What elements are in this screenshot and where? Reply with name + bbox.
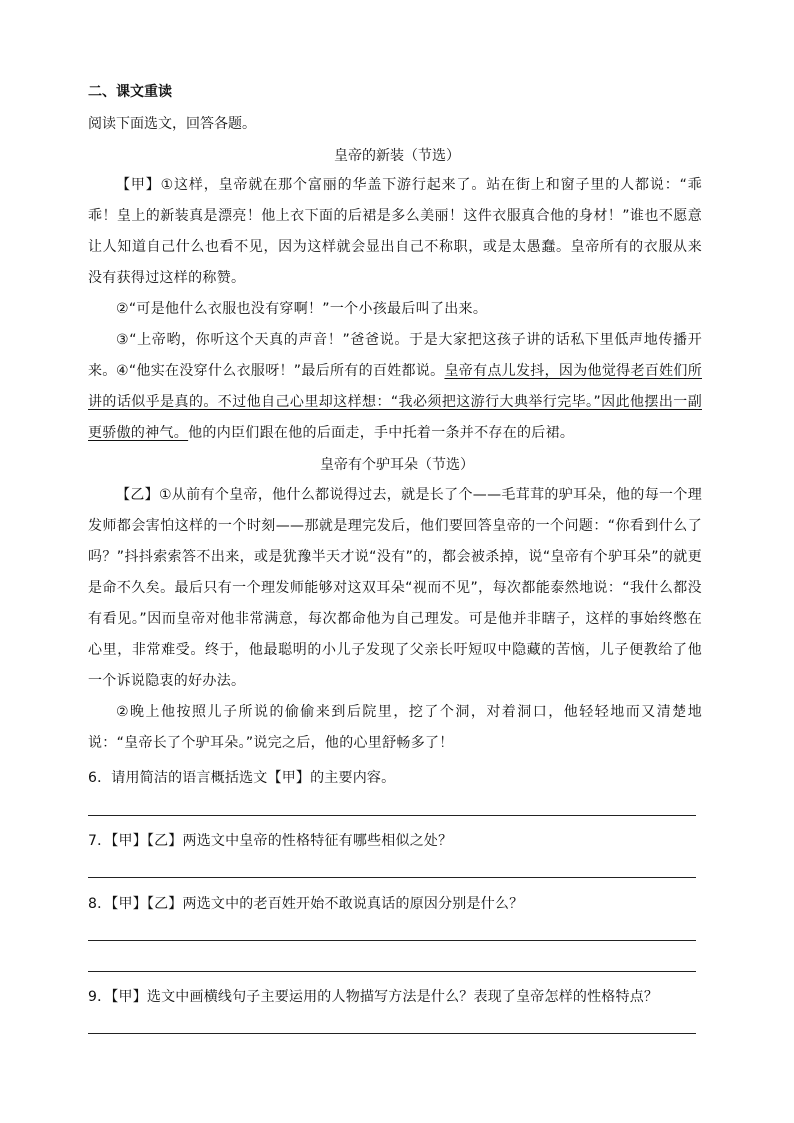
passage-a-paragraph-2: ②“可是他什么衣服也没有穿啊！”一个小孩最后叫了出来。 bbox=[116, 301, 488, 317]
question-7: 7．【甲】【乙】两选文中皇帝的性格特征有哪些相似之处？ bbox=[88, 833, 453, 849]
passage-b-title: 皇帝有个驴耳朵（节选） bbox=[320, 457, 474, 473]
answer-line-q7[interactable] bbox=[88, 877, 696, 878]
question-6: 6．请用简洁的语言概括选文【甲】的主要内容。 bbox=[88, 770, 396, 786]
answer-line-q8-2[interactable] bbox=[88, 971, 696, 972]
underlined-sentence: 皇帝有点儿发抖，因为他觉得老百姓们所讲的话似乎是真的。不过他自己心里却这样想：“我必须把这游行大典举行完毕。”因此他摆出一副更骄傲的神气。 bbox=[88, 363, 702, 441]
p4-plain-end: 他的内臣们跟在他的后面走，手中托着一条并不存在的后裙。 bbox=[188, 425, 575, 441]
passage-a-paragraph-3: ③“上帝哟，你听这个天真的声音！”爸爸说。于是大家把这孩子讲的话私下里低声地传播开来。 bbox=[88, 332, 702, 379]
answer-line-q9[interactable] bbox=[88, 1033, 696, 1034]
passage-b-paragraph-2: ②晚上他按照儿子所说的偷偷来到后院里，挖了个洞，对着洞口，他轻轻地而又清楚地说：“皇帝长了个驴耳朵。”说完之后，他的心里舒畅多了！ bbox=[88, 704, 702, 751]
section-heading: 二、课文重读 bbox=[88, 84, 172, 100]
answer-line-q8-1[interactable] bbox=[88, 940, 696, 941]
p4-plain-start: ④“他实在没穿什么衣服呀！”最后所有的百姓都说。 bbox=[116, 363, 445, 379]
instructions: 阅读下面选文，回答各题。 bbox=[88, 116, 256, 132]
question-9: 9．【甲】选文中画横线句子主要运用的人物描写方法是什么？表现了皇帝怎样的性格特点？ bbox=[88, 989, 659, 1005]
passage-a-title: 皇帝的新装（节选） bbox=[334, 148, 460, 164]
question-8: 8．【甲】【乙】两选文中的老百姓开始不敢说真话的原因分别是什么？ bbox=[88, 896, 524, 912]
passage-b-paragraph-1: 【乙】①从前有个皇帝，他什么都说得过去，就是长了个——毛茸茸的驴耳朵，他的每一个理发师都会害怕这样的一个时刻——那就是理完发后，他们要回答皇帝的一个问题：“你看到什么了吗？”抖抖索索答不出来，或是犹豫半天才说“没有”的，都会被杀掉，说“皇帝有个驴耳朵”的就更是命不久矣。最后只有一个理发师能够对这双耳朵“视而不见”，每次都能泰然地说：“我什么都没有看见。”因而皇帝对他非常满意，每次都命他为自己理发。可是他并非瞎子，这样的事始终憋在心里，非常难受。终于，他最聪明的小儿子发现了父亲长吁短叹中隐藏的苦恼，儿子便教给了他一个诉说隐衷的好办法。 bbox=[88, 487, 702, 689]
answer-line-q6[interactable] bbox=[88, 815, 696, 816]
passage-a-paragraph-4 bbox=[88, 356, 702, 449]
passage-a-paragraph-1: 【甲】①这样，皇帝就在那个富丽的华盖下游行起来了。站在街上和窗子里的人都说：“乖乖！皇上的新装真是漂亮！他上衣下面的后裙是多么美丽！这件衣服真合他的身材！”谁也不愿意让人知道自己什么也看不见，因为这样就会显出自己不称职，或是太愚蠢。皇帝所有的衣服从来没有获得过这样的称赞。 bbox=[88, 177, 702, 286]
